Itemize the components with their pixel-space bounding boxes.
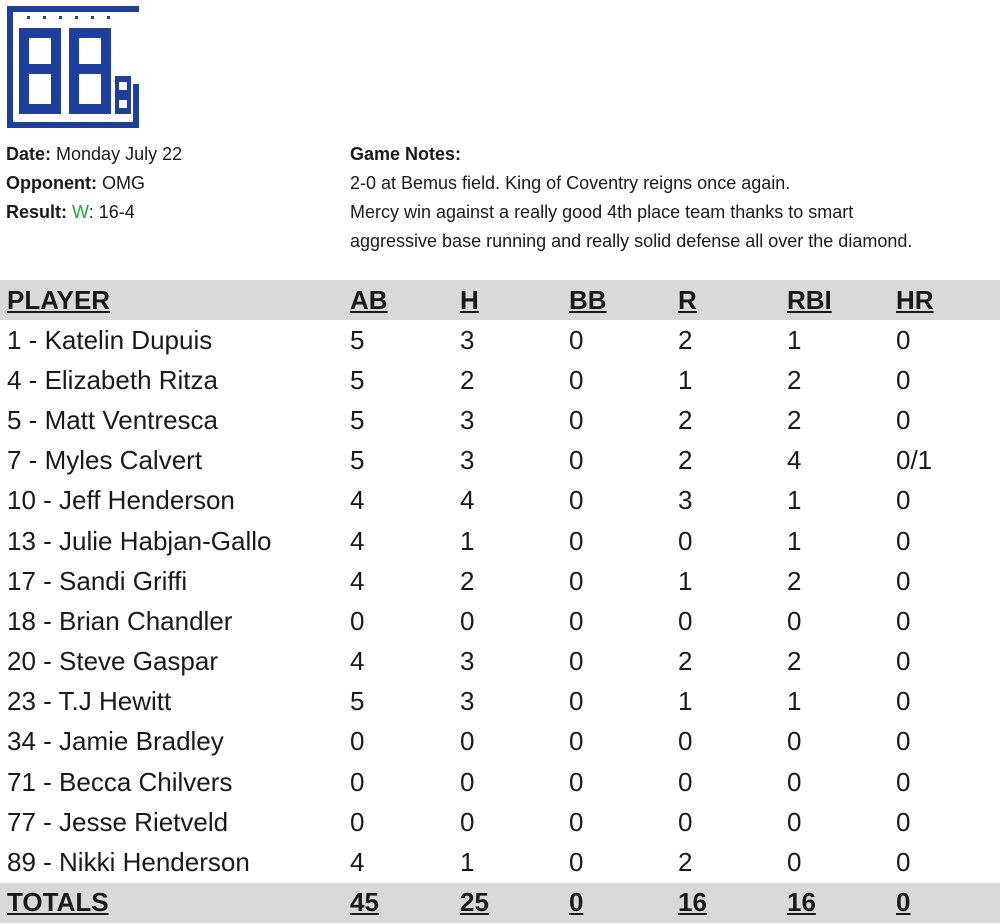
cell-hr: 0 bbox=[896, 806, 911, 837]
cell-r: 0 bbox=[678, 605, 693, 636]
cell-hr: 0 bbox=[896, 646, 911, 677]
date-label: Date: bbox=[6, 144, 52, 164]
column-header-r: R bbox=[678, 284, 697, 315]
total-bb: 0 bbox=[569, 887, 584, 918]
cell-ab: 4 bbox=[350, 847, 365, 878]
table-row bbox=[0, 320, 1000, 360]
game-notes-line: 2-0 at Bemus field. King of Coventry reigns once again. bbox=[350, 173, 791, 193]
cell-ab: 5 bbox=[350, 324, 365, 355]
cell-r: 0 bbox=[678, 726, 693, 757]
cell-h: 3 bbox=[460, 404, 475, 435]
column-header-player: PLAYER bbox=[7, 284, 111, 315]
table-row bbox=[0, 400, 1000, 440]
result-line bbox=[6, 198, 182, 227]
cell-rbi: 1 bbox=[787, 686, 802, 717]
total-rbi: 16 bbox=[787, 887, 816, 918]
cell-r: 1 bbox=[678, 686, 693, 717]
cell-ab: 0 bbox=[350, 726, 365, 757]
result-separator: : bbox=[88, 202, 94, 222]
cell-rbi: 2 bbox=[787, 565, 802, 596]
cell-player: 1 - Katelin Dupuis bbox=[7, 324, 213, 355]
cell-player: 7 - Myles Calvert bbox=[7, 445, 203, 476]
column-header-bb: BB bbox=[569, 284, 607, 315]
cell-hr: 0 bbox=[896, 726, 911, 757]
cell-hr: 0 bbox=[896, 324, 911, 355]
cell-bb: 0 bbox=[569, 364, 584, 395]
column-header-rbi: RBI bbox=[787, 284, 832, 315]
cell-h: 0 bbox=[460, 806, 475, 837]
cell-rbi: 2 bbox=[787, 646, 802, 677]
cell-ab: 4 bbox=[350, 485, 365, 516]
cell-rbi: 2 bbox=[787, 404, 802, 435]
total-r: 16 bbox=[678, 887, 707, 918]
cell-r: 1 bbox=[678, 565, 693, 596]
cell-h: 3 bbox=[460, 324, 475, 355]
cell-h: 1 bbox=[460, 525, 475, 556]
table-row bbox=[0, 521, 1000, 561]
cell-player: 18 - Brian Chandler bbox=[7, 605, 233, 636]
game-notes-heading: Game Notes: bbox=[350, 144, 462, 164]
table-row bbox=[0, 601, 1000, 641]
cell-h: 1 bbox=[460, 847, 475, 878]
cell-ab: 0 bbox=[350, 605, 365, 636]
cell-hr: 0/1 bbox=[896, 445, 933, 476]
cell-player: 10 - Jeff Henderson bbox=[7, 485, 235, 516]
game-notes bbox=[350, 140, 912, 256]
cell-rbi: 0 bbox=[787, 726, 802, 757]
date-value: Monday July 22 bbox=[56, 144, 183, 164]
team-logo bbox=[7, 6, 139, 128]
cell-player: 5 - Matt Ventresca bbox=[7, 404, 218, 435]
cell-r: 2 bbox=[678, 646, 693, 677]
cell-ab: 5 bbox=[350, 364, 365, 395]
table-row bbox=[0, 441, 1000, 481]
total-hr: 0 bbox=[896, 887, 911, 918]
cell-player: 4 - Elizabeth Ritza bbox=[7, 364, 218, 395]
cell-ab: 0 bbox=[350, 766, 365, 797]
cell-h: 3 bbox=[460, 646, 475, 677]
cell-r: 0 bbox=[678, 525, 693, 556]
table-row bbox=[0, 481, 1000, 521]
date-line bbox=[6, 140, 182, 169]
result-label: Result: bbox=[6, 202, 68, 222]
cell-player: 71 - Becca Chilvers bbox=[7, 766, 233, 797]
cell-player: 77 - Jesse Rietveld bbox=[7, 806, 229, 837]
cell-player: 89 - Nikki Henderson bbox=[7, 847, 250, 878]
cell-r: 2 bbox=[678, 404, 693, 435]
cell-ab: 4 bbox=[350, 565, 365, 596]
table-row bbox=[0, 360, 1000, 400]
cell-r: 2 bbox=[678, 445, 693, 476]
cell-h: 0 bbox=[460, 766, 475, 797]
table-row bbox=[0, 842, 1000, 882]
total-h: 25 bbox=[460, 887, 489, 918]
cell-hr: 0 bbox=[896, 766, 911, 797]
result-score: 16-4 bbox=[98, 202, 135, 222]
cell-rbi: 0 bbox=[787, 766, 802, 797]
cell-ab: 5 bbox=[350, 686, 365, 717]
cell-hr: 0 bbox=[896, 565, 911, 596]
cell-ab: 4 bbox=[350, 646, 365, 677]
cell-player: 20 - Steve Gaspar bbox=[7, 646, 218, 677]
column-header-h: H bbox=[460, 284, 479, 315]
cell-bb: 0 bbox=[569, 324, 584, 355]
table-row bbox=[0, 682, 1000, 722]
cell-rbi: 2 bbox=[787, 364, 802, 395]
cell-hr: 0 bbox=[896, 485, 911, 516]
table-row bbox=[0, 722, 1000, 762]
cell-h: 2 bbox=[460, 364, 475, 395]
cell-bb: 0 bbox=[569, 485, 584, 516]
cell-hr: 0 bbox=[896, 525, 911, 556]
table-row bbox=[0, 561, 1000, 601]
game-info bbox=[6, 140, 182, 227]
cell-r: 3 bbox=[678, 485, 693, 516]
cell-bb: 0 bbox=[569, 525, 584, 556]
cell-bb: 0 bbox=[569, 404, 584, 435]
box-score-table bbox=[0, 280, 1000, 923]
cell-bb: 0 bbox=[569, 686, 584, 717]
cell-rbi: 0 bbox=[787, 605, 802, 636]
table-header-row bbox=[0, 280, 1000, 320]
cell-hr: 0 bbox=[896, 686, 911, 717]
game-notes-line: aggressive base running and really solid defense all over the diamond. bbox=[350, 231, 913, 251]
cell-rbi: 1 bbox=[787, 485, 802, 516]
cell-bb: 0 bbox=[569, 565, 584, 596]
cell-bb: 0 bbox=[569, 605, 584, 636]
cell-h: 0 bbox=[460, 605, 475, 636]
cell-player: 23 - T.J Hewitt bbox=[7, 686, 172, 717]
cell-h: 3 bbox=[460, 445, 475, 476]
opponent-line bbox=[6, 169, 182, 198]
cell-r: 1 bbox=[678, 364, 693, 395]
total-ab: 45 bbox=[350, 887, 379, 918]
cell-hr: 0 bbox=[896, 364, 911, 395]
cell-r: 0 bbox=[678, 766, 693, 797]
cell-bb: 0 bbox=[569, 766, 584, 797]
table-row bbox=[0, 642, 1000, 682]
result-win-loss: W bbox=[72, 202, 89, 222]
cell-ab: 4 bbox=[350, 525, 365, 556]
game-notes-line: Mercy win against a really good 4th place team thanks to smart bbox=[350, 202, 854, 222]
cell-ab: 5 bbox=[350, 445, 365, 476]
cell-h: 4 bbox=[460, 485, 475, 516]
cell-player: 13 - Julie Habjan-Gallo bbox=[7, 525, 272, 556]
cell-rbi: 0 bbox=[787, 847, 802, 878]
cell-h: 2 bbox=[460, 565, 475, 596]
column-header-ab: AB bbox=[350, 284, 388, 315]
cell-hr: 0 bbox=[896, 605, 911, 636]
table-row bbox=[0, 762, 1000, 802]
cell-ab: 0 bbox=[350, 806, 365, 837]
table-row bbox=[0, 802, 1000, 842]
cell-rbi: 1 bbox=[787, 324, 802, 355]
cell-hr: 0 bbox=[896, 404, 911, 435]
opponent-label: Opponent: bbox=[6, 173, 97, 193]
totals-row bbox=[0, 883, 1000, 923]
opponent-value: OMG bbox=[102, 173, 145, 193]
cell-h: 0 bbox=[460, 726, 475, 757]
cell-rbi: 4 bbox=[787, 445, 802, 476]
cell-bb: 0 bbox=[569, 646, 584, 677]
cell-r: 0 bbox=[678, 806, 693, 837]
cell-player: 34 - Jamie Bradley bbox=[7, 726, 224, 757]
cell-rbi: 1 bbox=[787, 525, 802, 556]
cell-hr: 0 bbox=[896, 847, 911, 878]
cell-bb: 0 bbox=[569, 726, 584, 757]
cell-player: 17 - Sandi Griffi bbox=[7, 565, 188, 596]
cell-h: 3 bbox=[460, 686, 475, 717]
cell-bb: 0 bbox=[569, 847, 584, 878]
total-player: TOTALS bbox=[7, 887, 109, 918]
cell-ab: 5 bbox=[350, 404, 365, 435]
column-header-hr: HR bbox=[896, 284, 934, 315]
cell-rbi: 0 bbox=[787, 806, 802, 837]
cell-r: 2 bbox=[678, 847, 693, 878]
cell-bb: 0 bbox=[569, 445, 584, 476]
cell-bb: 0 bbox=[569, 806, 584, 837]
cell-r: 2 bbox=[678, 324, 693, 355]
